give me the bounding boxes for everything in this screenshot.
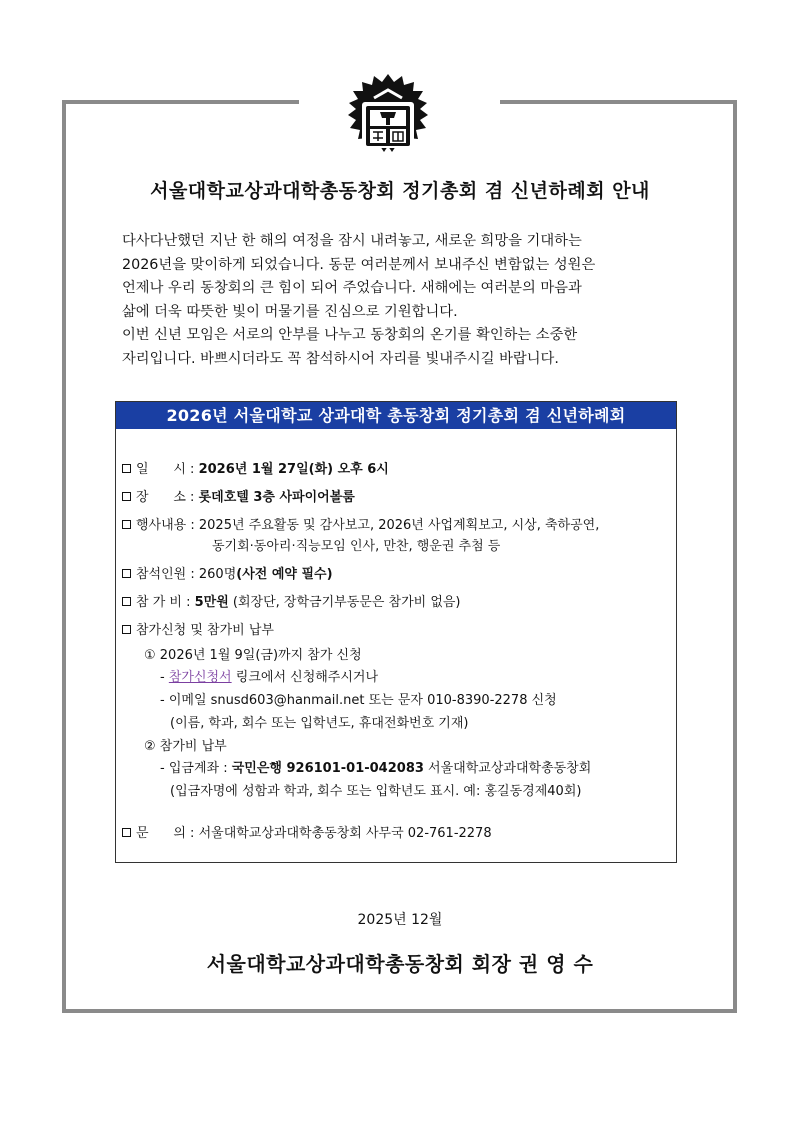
date-row xyxy=(122,458,389,477)
date-value: 2026년 1월 27일(화) 오후 6시 xyxy=(198,462,389,477)
attendees-value: 260명 xyxy=(198,567,237,582)
frame-top-left xyxy=(62,100,299,104)
frame-right xyxy=(733,100,737,1013)
intro-line: 다사다난했던 지난 한 해의 여정을 잠시 내려놓고, 새로운 희망을 기대하는 xyxy=(122,233,582,249)
place-row xyxy=(122,486,355,505)
step2-note-line: (입금자명에 성함과 학과, 회수 또는 입학년도 표시. 예: 홍길동경제40회) xyxy=(170,784,582,799)
frame-left xyxy=(62,100,66,1013)
attendees-row xyxy=(122,563,333,582)
event-info-box xyxy=(115,401,677,863)
content-line-1: 2025년 주요활동 및 감사보고, 2026년 사업계획보고, 시상, 축하공연, xyxy=(198,518,600,533)
checkbox-bullet-icon xyxy=(122,625,131,634)
intro-line: 언제나 우리 동창회의 큰 힘이 되어 주었습니다. 새해에는 여러분의 마음과 xyxy=(122,280,582,296)
checkbox-bullet-icon xyxy=(122,569,131,578)
date-label: 일 시 : xyxy=(136,462,195,477)
checkbox-bullet-icon xyxy=(122,828,131,837)
place-label: 장 소 : xyxy=(136,490,195,505)
university-emblem-icon xyxy=(344,72,432,160)
content-row xyxy=(122,514,599,533)
frame-top-right xyxy=(500,100,737,104)
fee-note: (회장단, 장학금기부동문은 참가비 없음) xyxy=(232,595,461,610)
checkbox-bullet-icon xyxy=(122,597,131,606)
step2-account-label: - 입금계좌 : xyxy=(160,761,228,776)
contact-label: 문 의 : xyxy=(136,826,195,841)
contact-value: 서울대학교상과대학총동창회 사무국 02-761-2278 xyxy=(198,826,492,841)
page-title: 서울대학교상과대학총동창회 정기총회 겸 신년하례회 안내 xyxy=(150,180,650,202)
step1-email-line: - 이메일 snusd603@hanmail.net 또는 문자 010-8390-2278 신청 xyxy=(160,693,557,708)
checkbox-bullet-icon xyxy=(122,492,131,501)
intro-line: 자리입니다. 바쁘시더라도 꼭 참석하시어 자리를 빛내주시길 바랍니다. xyxy=(122,350,559,367)
step1-link-line: - 참가신청서 링크에서 신청해주시거나 xyxy=(160,670,379,685)
frame-bottom xyxy=(62,1009,737,1013)
fee-row xyxy=(122,591,461,610)
step2-account-holder: 서울대학교상과대학총동창회 xyxy=(428,761,592,776)
fee-value: 5만원 xyxy=(194,595,229,610)
step1-link-rest: 링크에서 신청해주시거나 xyxy=(235,670,379,685)
content-line-2: 동기회·동아리·직능모임 인사, 만찬, 행운권 추첨 등 xyxy=(212,539,501,554)
step1-note-line: (이름, 학과, 회수 또는 입학년도, 휴대전화번호 기재) xyxy=(170,716,469,731)
place-value: 롯데호텔 3층 사파이어볼룸 xyxy=(198,490,355,505)
apply-title: 참가신청 및 참가비 납부 xyxy=(136,623,274,638)
event-info-header: 2026년 서울대학교 상과대학 총동창회 정기총회 겸 신년하례회 xyxy=(116,402,676,429)
intro-line: 삶에 더욱 따뜻한 빛이 머물기를 진심으로 기원합니다. xyxy=(122,303,458,320)
attendees-note: (사전 예약 필수) xyxy=(236,567,333,582)
step2-title: ② 참가비 납부 xyxy=(144,739,227,754)
intro-line: 이번 신년 모임은 서로의 안부를 나누고 동창회의 온기를 확인하는 소중한 xyxy=(122,327,578,343)
intro-line: 2026년을 맞이하게 되었습니다. 동문 여러분께서 보내주신 변함없는 성원은 xyxy=(122,256,596,273)
step2-account-line xyxy=(160,757,591,776)
issue-date: 2025년 12월 xyxy=(357,912,443,928)
step1-title: ① 2026년 1월 9일(금)까지 참가 신청 xyxy=(144,648,362,663)
apply-row xyxy=(122,619,274,638)
attendees-label: 참석인원 : xyxy=(136,567,195,582)
content-label: 행사내용 : xyxy=(136,518,195,533)
checkbox-bullet-icon xyxy=(122,520,131,529)
contact-row xyxy=(122,822,492,841)
step2-account-number: 국민은행 926101-01-042083 xyxy=(231,761,424,776)
application-form-link[interactable]: 참가신청서 xyxy=(168,670,232,685)
checkbox-bullet-icon xyxy=(122,464,131,473)
signature: 서울대학교상과대학총동창회 회장 권 영 수 xyxy=(206,952,594,976)
intro-text xyxy=(122,230,682,371)
fee-label: 참 가 비 : xyxy=(136,595,191,610)
